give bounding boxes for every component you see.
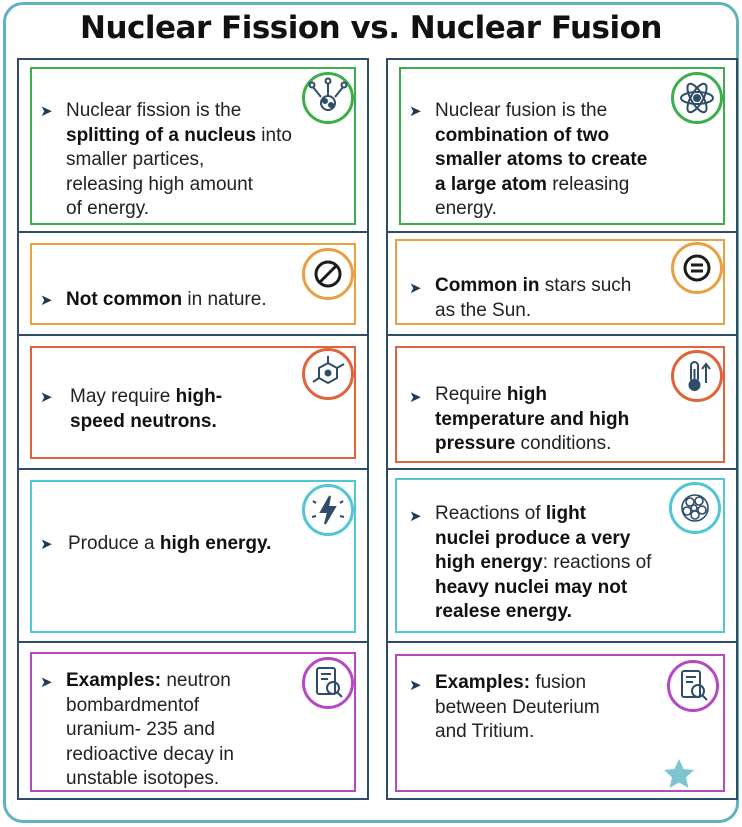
fusion-requirement-text — [435, 383, 629, 457]
text-segment: neutron bombardmentof uranium- 235 and redioactive decay in unstable isotopes. — [66, 670, 234, 789]
equals-icon — [671, 242, 723, 294]
text-segment: in nature. — [182, 289, 267, 310]
text-segment: stars such as the Sun. — [435, 275, 632, 321]
bold-text-segment: high temperature and high pressure — [435, 384, 630, 454]
thermometer-icon — [671, 350, 723, 402]
fusion-examples-text — [435, 671, 600, 745]
fusion-energy-text — [435, 502, 651, 625]
text-segment: Nuclear fission is the — [66, 100, 242, 121]
chevron-right-icon: ➤ — [409, 507, 422, 525]
atom-icon — [671, 72, 723, 124]
chevron-right-icon: ➤ — [40, 291, 53, 309]
fusion-definition-text — [435, 99, 647, 222]
atom-split-icon — [302, 72, 354, 124]
divider — [17, 231, 369, 233]
divider — [386, 641, 738, 643]
bold-text-segment: Common in — [435, 275, 540, 296]
text-segment: into smaller partices, releasing high amount of energy. — [66, 124, 292, 219]
chevron-right-icon: ➤ — [40, 673, 53, 691]
fission-occurrence-text — [66, 288, 267, 313]
bold-text-segment: light nuclei produce a very high energy — [435, 503, 631, 573]
bold-text-segment: Examples: — [435, 672, 531, 693]
text-segment: fusion between Deuterium and Tritium. — [435, 672, 600, 742]
document-search-icon — [302, 657, 354, 709]
divider — [17, 468, 369, 470]
chevron-right-icon: ➤ — [40, 535, 53, 553]
divider — [17, 334, 369, 336]
page-title: Nuclear Fission vs. Nuclear Fusion — [80, 10, 662, 46]
lightning-icon — [302, 484, 354, 536]
divider — [386, 334, 738, 336]
fission-examples-text — [66, 669, 234, 792]
bold-text-segment: Not common — [66, 289, 183, 310]
text-segment: Produce a — [68, 533, 160, 554]
text-segment: releasing energy. — [435, 173, 630, 219]
bold-text-segment: splitting of a nucleus — [66, 124, 257, 146]
fission-definition-text — [66, 99, 292, 222]
text-segment: Nuclear fusion is the — [435, 100, 608, 121]
bold-text-segment: heavy nuclei may not realese energy. — [435, 576, 628, 622]
fusion-occurrence-text — [435, 274, 631, 323]
chevron-right-icon: ➤ — [40, 388, 53, 406]
text-segment: Reactions of — [435, 503, 546, 524]
chevron-right-icon: ➤ — [409, 102, 422, 120]
chevron-right-icon: ➤ — [409, 388, 422, 406]
divider — [386, 468, 738, 470]
fission-requirement-text — [70, 385, 222, 434]
star-icon — [662, 758, 696, 790]
bold-text-segment: high energy. — [159, 533, 272, 554]
divider — [17, 641, 369, 643]
document-search-icon — [667, 660, 719, 712]
bold-text-segment: high- speed neutrons. — [70, 386, 223, 432]
text-segment: conditions. — [515, 433, 612, 454]
chevron-right-icon: ➤ — [409, 676, 422, 694]
prohibited-icon — [302, 248, 354, 300]
nucleus-cluster-icon — [669, 482, 721, 534]
bold-text-segment: combination of two smaller atoms to create a large atom — [435, 124, 648, 195]
chevron-right-icon: ➤ — [40, 102, 53, 120]
fission-energy-text — [68, 532, 271, 557]
molecule-icon — [302, 348, 354, 400]
text-segment: : reactions of — [542, 552, 652, 573]
chevron-right-icon: ➤ — [409, 279, 422, 297]
text-segment: May require — [70, 386, 176, 407]
bold-text-segment: Examples: — [66, 670, 162, 691]
divider — [386, 231, 738, 233]
text-segment: Require — [435, 384, 507, 405]
